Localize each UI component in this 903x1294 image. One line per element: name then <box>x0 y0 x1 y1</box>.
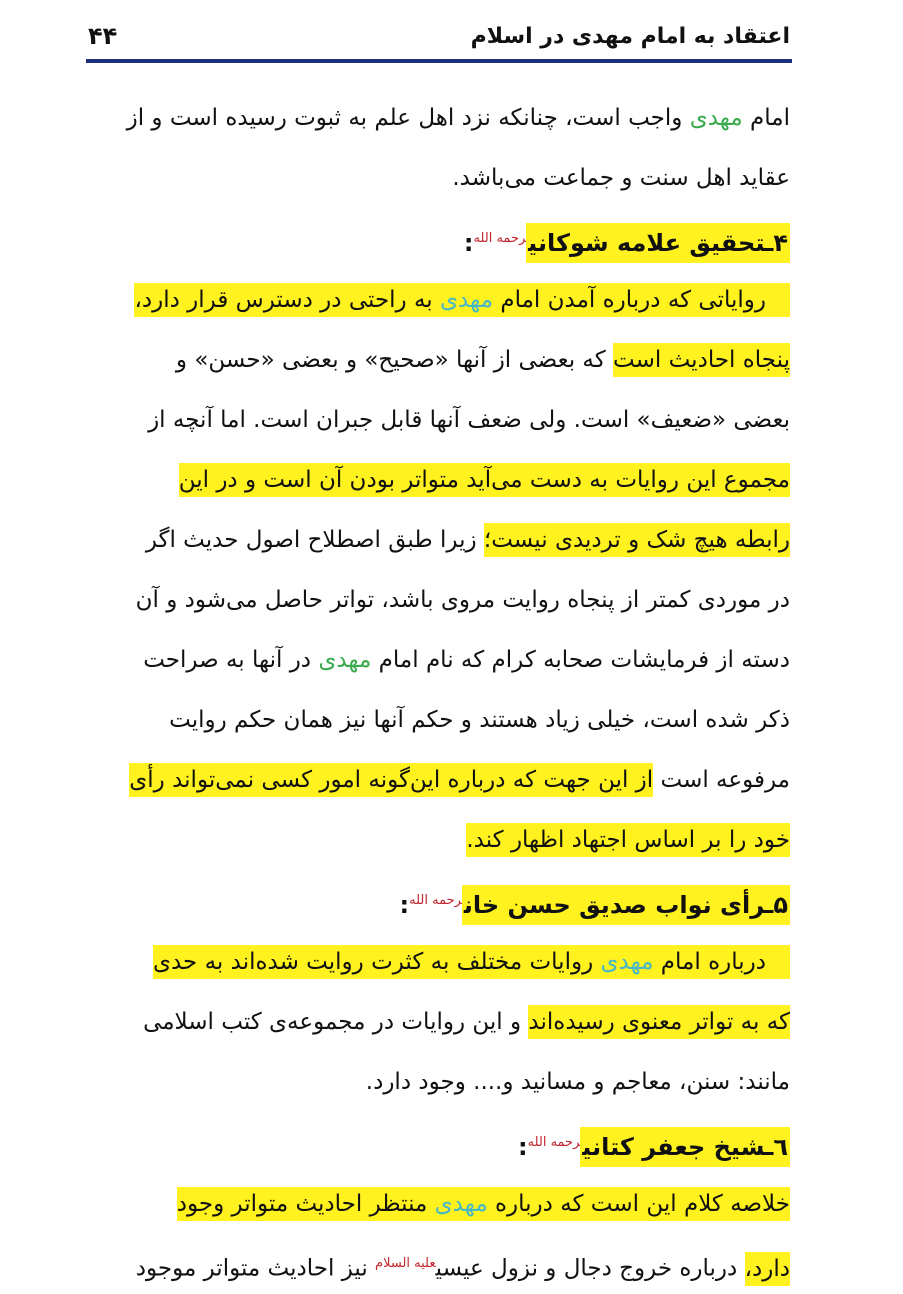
honorific: رحمه الله <box>409 893 462 908</box>
text-line: ذکر شده است، خیلی زیاد هستند و حکم آنها نیز همان حکم روایت <box>169 707 790 733</box>
text-line: مرفوعه است از این جهت که درباره این‌گونه امور کسی نمی‌تواند رأی <box>84 750 790 810</box>
page-header <box>88 18 790 54</box>
text-line: رابطه هیچ شک و تردیدی نیست؛ زیرا طبق اصطلاح اصول حدیث اگر <box>84 510 790 570</box>
text-line: پنجاه احادیث است که بعضی از آنها «صحیح» و بعضی «حسن» و <box>84 330 790 390</box>
text-line: دارد، درباره خروج دجال و نزول عیسی$^{علیه السلام}$ نیز احادیث متواتر موجود <box>84 1234 790 1294</box>
section-heading-5: ۵ـرأی نواب صدیق حسن خان$^{رحمه الله}$: <box>84 870 790 932</box>
text-line: درباره امام مهدی روایات مختلف به کثرت روایت شده‌اند به حدی <box>84 932 790 992</box>
text-line: در موردی کمتر از پنجاه روایت مروی باشد، تواتر حاصل می‌شود و آن <box>135 587 790 613</box>
honorific: رحمه الله <box>473 231 527 246</box>
text-line: امام مهدی واجب است، چنانکه نزد اهل علم به ثبوت رسیده است و از <box>126 105 790 131</box>
section-title: رأی نواب صدیق حسن خان <box>463 891 766 919</box>
honorific: رحمه الله <box>527 1135 581 1150</box>
text-line: مانند: سنن، معاجم و مسانید و.... وجود دارد. <box>365 1069 790 1095</box>
text-line: که به تواتر معنوی رسیده‌اند و این روایات در مجموعه‌ی کتب اسلامی <box>84 992 790 1052</box>
section-title: تحقیق علامه شوکانی <box>528 229 766 257</box>
mahdi-word: مهدی <box>689 105 743 131</box>
header-rule <box>86 59 792 63</box>
mahdi-word: مهدی <box>600 949 654 975</box>
text-line: روایاتی که درباره آمدن امام مهدی به راحتی در دسترس قرار دارد، <box>84 270 790 330</box>
running-title: اعتقاد به امام مهدی در اسلام <box>470 23 790 49</box>
text-line: خود را بر اساس اجتهاد اظهار کند. <box>84 810 790 870</box>
section-heading-4: ۴ـتحقیق علامه شوکانی$^{رحمه الله}$: <box>84 208 790 270</box>
text-line: مجموع این روایات به دست می‌آید متواتر بودن آن است و در این <box>84 450 790 510</box>
text-line: دسته از فرمایشات صحابه کرام که نام امام مهدی در آنها به صراحت <box>143 647 790 673</box>
text-line: خلاصه کلام این است که درباره مهدی منتظر احادیث متواتر وجود <box>84 1174 790 1234</box>
mahdi-word: مهدی <box>440 287 494 313</box>
text-line: عقاید اهل سنت و جماعت می‌باشد. <box>452 165 790 191</box>
honorific: علیه السلام <box>375 1256 436 1271</box>
mahdi-word: مهدی <box>434 1191 488 1217</box>
mahdi-word: مهدی <box>318 647 372 673</box>
text-line: بعضی «ضعیف» است. ولی ضعف آنها قابل جبران است. اما آنچه از <box>148 407 790 433</box>
section-title: شیخ جعفر کتانی <box>582 1133 766 1161</box>
page-body <box>84 88 790 1294</box>
section-heading-6: ٦ـشیخ جعفر کتانی$^{رحمه الله}$: <box>84 1112 790 1174</box>
page-number: ۴۴ <box>88 22 118 50</box>
